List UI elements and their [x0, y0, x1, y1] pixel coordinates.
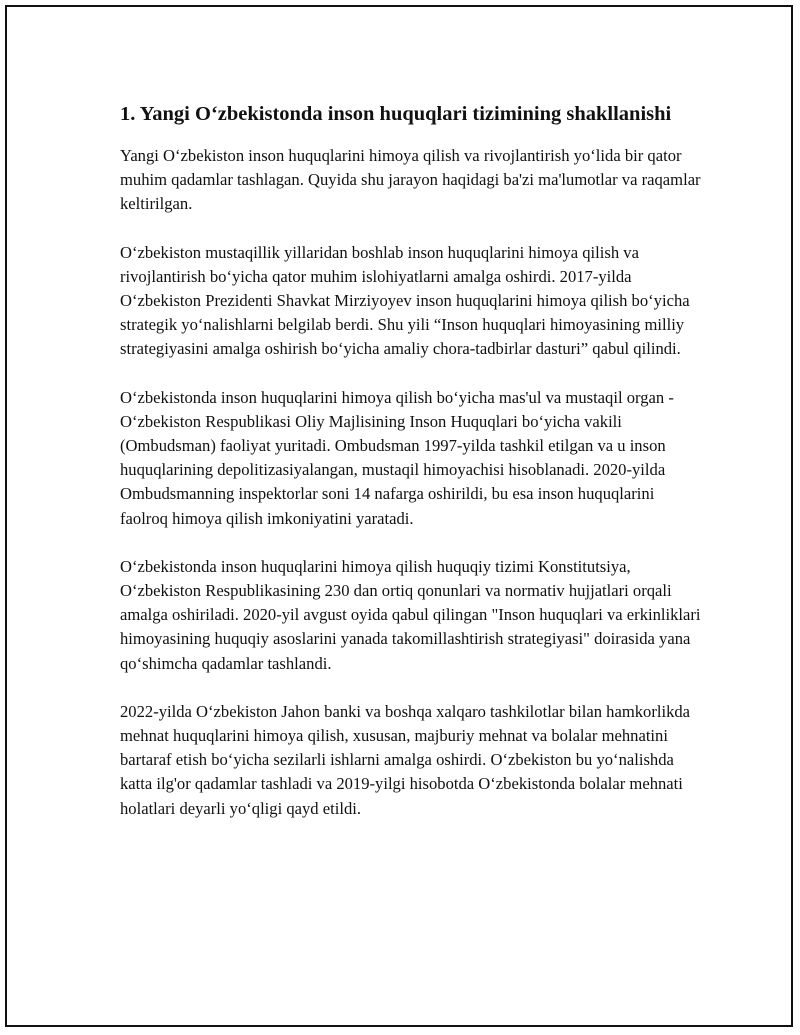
paragraph-intro: Yangi O‘zbekiston inson huquqlarini himoya qilish va rivojlantirish yo‘lida bir qator muhim qadamlar tashlagan. Quyida shu jarayon haqidagi ba'zi ma'lumotlar va raqamlar keltirilgan.: [120, 146, 701, 214]
paragraph-ombudsman: O‘zbekistonda inson huquqlarini himoya qilish bo‘yicha mas'ul va mustaqil organ - O‘zbekiston Respublikasi Oliy Majlisining Inson Huquqlari bo‘yicha vakili (Ombudsman) faoliyat yuritadi. Ombudsman 1997-yilda tashkil etilgan va u inson huquqlarining depolitizasiyalangan, mustaqil himoyachisi hisoblanadi. 2020-yilda Ombudsmanning inspektorlar soni 14 nafarga oshirildi, bu esa inson huquqlarini faolroq himoya qilish imkoniyatini yaratadi.: [120, 387, 674, 528]
paragraph-reforms: O‘zbekiston mustaqillik yillaridan boshlab inson huquqlarini himoya qilish va rivojlantirish bo‘yicha qator muhim islohiyatlarni amalga oshirdi. 2017-yilda O‘zbekiston Prezidenti Shavkat Mirziyoyev inson huquqlarini himoya qilish bo‘yicha strategik yo‘nalishlarni belgilab berdi. Shu yili “Inson huquqlari himoyasining milliy strategiyasini amalga oshirish bo‘yicha amaliy chora-tadbirlar dasturi” qabul qilindi.: [120, 242, 690, 359]
paragraph-labor-rights: 2022-yilda O‘zbekiston Jahon banki va boshqa xalqaro tashkilotlar bilan hamkorlikda mehnat huquqlarini himoya qilish, xususan, majburiy mehnat va bolalar mehnatini bartaraf etish bo‘yicha sezilarli ishlarni amalga oshirdi. O‘zbekiston bu yo‘nalishda katta ilg'or qadamlar tashladi va 2019-yilgi hisobotda O‘zbekistonda bolalar mehnati holatlari deyarli yo‘qligi qayd etildi.: [120, 701, 691, 818]
document-page: [5, 5, 793, 1027]
section-heading: 1. Yangi O‘zbekistonda inson huquqlari tizimining shakllanishi: [120, 103, 672, 125]
document-content: [120, 101, 705, 845]
paragraph-legal-system: O‘zbekistonda inson huquqlarini himoya qilish huquqiy tizimi Konstitutsiya, O‘zbekiston Respublikasining 230 dan ortiq qonunlari va normativ hujjatlari orqali amalga oshiriladi. 2020-yil avgust oyida qabul qilingan "Inson huquqlari va erkinliklari himoyasining huquqiy asoslarini yanada takomillashtirish strategiyasi" doirasida yana qo‘shimcha qadamlar tashlandi.: [120, 556, 701, 673]
